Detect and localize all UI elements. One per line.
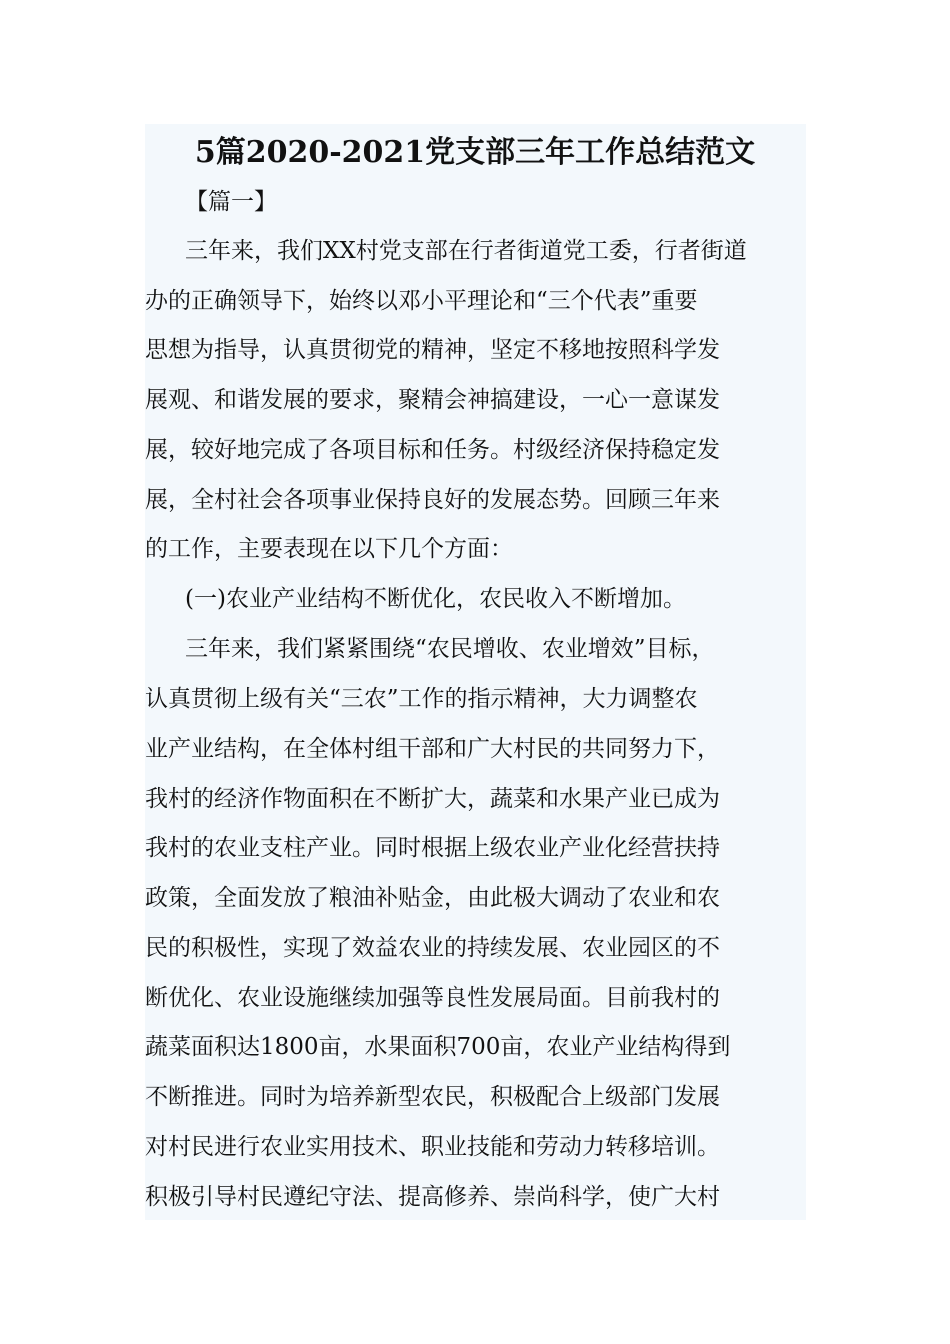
body-line: 我村的经济作物面积在不断扩大，蔬菜和水果产业已成为 — [145, 786, 720, 812]
body-line: 政策，全面发放了粮油补贴金，由此极大调动了农业和农 — [145, 885, 720, 911]
body-line: 三年来，我们XX村党支部在行者街道党工委，行者街道 — [185, 238, 747, 264]
body-line: 民的积极性，实现了效益农业的持续发展、农业园区的不 — [145, 935, 720, 961]
body-line: 业产业结构，在全体村组干部和广大村民的共同努力下， — [145, 736, 720, 762]
body-line: 我村的农业支柱产业。同时根据上级农业产业化经营扶持 — [145, 835, 720, 861]
body-line: 的工作，主要表现在以下几个方面： — [145, 536, 513, 562]
body-line: 不断推进。同时为培养新型农民，积极配合上级部门发展 — [145, 1084, 720, 1110]
document-title: 5篇2020-2021党支部三年工作总结范文 — [194, 135, 756, 170]
body-line: 积极引导村民遵纪守法、提高修养、崇尚科学，使广大村 — [145, 1184, 720, 1210]
body-line: (一)农业产业结构不断优化，农民收入不断增加。 — [185, 586, 686, 612]
body-line: 三年来，我们紧紧围绕“农民增收、农业增效”目标， — [185, 636, 715, 662]
body-line: 展，较好地完成了各项目标和任务。村级经济保持稳定发 — [145, 437, 720, 463]
body-line: 展，全村社会各项事业保持良好的发展态势。回顾三年来 — [145, 487, 720, 513]
body-line: 认真贯彻上级有关“三农”工作的指示精神，大力调整农 — [145, 686, 698, 712]
body-line: 对村民进行农业实用技术、职业技能和劳动力转移培训。 — [145, 1134, 720, 1160]
body-line: 蔬菜面积达1800亩，水果面积700亩，农业产业结构得到 — [145, 1034, 731, 1060]
body-line: 办的正确领导下，始终以邓小平理论和“三个代表”重要 — [145, 288, 698, 314]
body-line: 展观、和谐发展的要求，聚精会神搞建设，一心一意谋发 — [145, 387, 720, 413]
body-line: 断优化、农业设施继续加强等良性发展局面。目前我村的 — [145, 985, 720, 1011]
body-line: 思想为指导，认真贯彻党的精神，坚定不移地按照科学发 — [145, 337, 720, 363]
section-label: 【篇一】 — [185, 189, 277, 215]
